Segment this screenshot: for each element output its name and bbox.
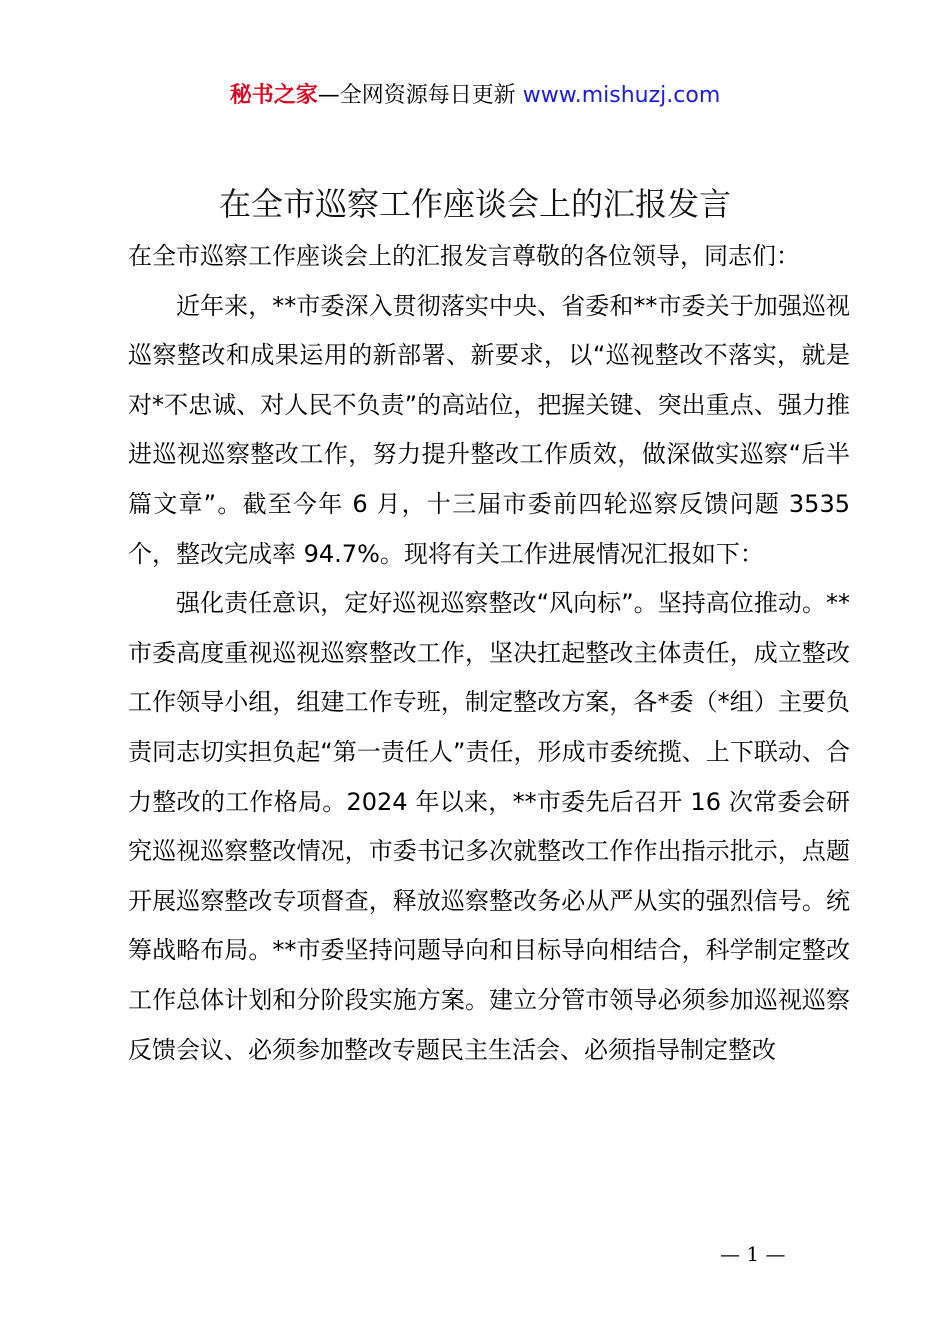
document-body (128, 232, 850, 1075)
brand-name: 秘书之家 (229, 83, 318, 108)
page-header (0, 80, 950, 112)
site-url-link[interactable]: www.mishuzj.com (522, 83, 721, 108)
salutation-paragraph: 在全市巡察工作座谈会上的汇报发言尊敬的各位领导，同志们： (128, 242, 800, 270)
page-number: — 1 — (720, 1242, 786, 1266)
document-title: 在全市巡察工作座谈会上的汇报发言 (218, 185, 731, 223)
header-tagline: —全网资源每日更新 (317, 83, 523, 108)
body-paragraph-intro: 近年来，**市委深入贯彻落实中央、省委和**市委关于加强巡视巡察整改和成果运用的新部署、新要求，以“巡视整改不落实，就是对*不忠诚、对人民不负责”的高站位，把握关键、突出重点、强力推进巡视巡察整改工作，努力提升整改工作质效，做深做实巡察“后半篇文章”。截至今年 6 月，十三届市委前四轮巡察反馈问题 3535 个，整改完成率 94.7%。现将有关工作进展情况汇报如下： (128, 291, 850, 568)
body-paragraph-responsibility: 强化责任意识，定好巡视巡察整改“风向标”。坚持高位推动。**市委高度重视巡视巡察整改工作，坚决扛起整改主体责任，成立整改工作领导小组，组建工作专班，制定整改方案，各*委（*组）主要负责同志切实担负起“第一责任人”责任，形成市委统揽、上下联动、合力整改的工作格局。2024 年以来，**市委先后召开 16 次常委会研究巡视巡察整改情况，市委书记多次就整改工作作出指示批示，点题开展巡察整改专项督查，释放巡察整改务必从严从实的强烈信号。统筹战略布局。**市委坚持问题导向和目标导向相结合，科学制定整改工作总体计划和分阶段实施方案。建立分管市领导必须参加巡视巡察反馈会议、必须参加整改专题民主生活会、必须指导制定整改 (128, 589, 850, 1064)
